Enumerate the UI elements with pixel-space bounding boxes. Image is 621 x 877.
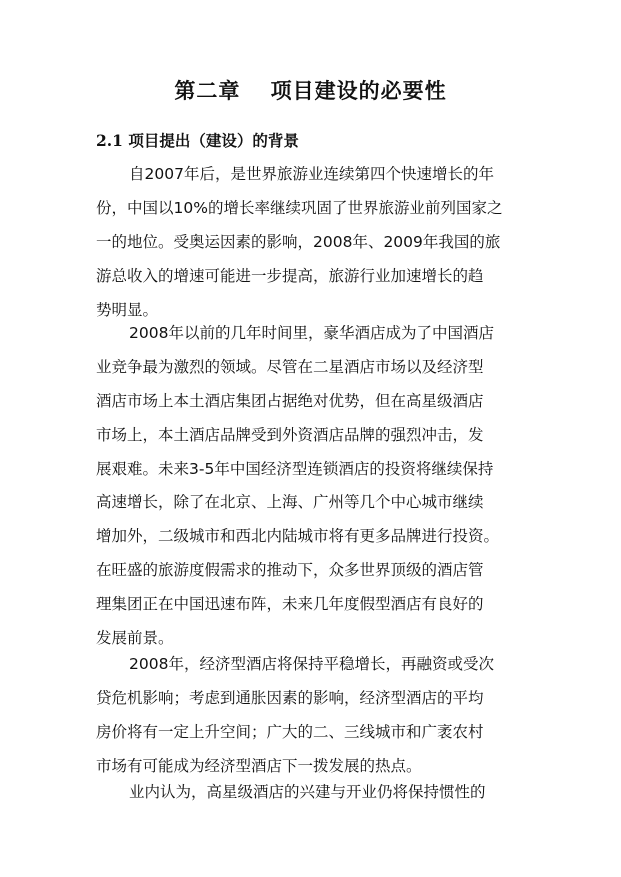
paragraph-4: [96, 776, 526, 810]
chapter-title: 第二章 项目建设的必要性: [174, 78, 447, 103]
paragraph-2: [96, 317, 526, 656]
paragraph-1: [96, 158, 526, 327]
paragraph-line: 高速增长，除了在北京、上海、广州等几个中心城市继续: [96, 493, 484, 512]
paragraph-3: [96, 648, 526, 784]
paragraph-line: 游总收入的增速可能进一步提高，旅游行业加速增长的趋: [96, 266, 484, 285]
paragraph-line: 在旺盛的旅游度假需求的推动下，众多世界顶级的酒店管: [96, 561, 484, 580]
paragraph-line: 一的地位。受奥运因素的影响，2008年、2009年我国的旅: [96, 232, 501, 251]
paragraph-line: 业竞争最为激烈的领域。尽管在二星酒店市场以及经济型: [96, 357, 484, 376]
paragraph-line: 发展前景。: [96, 629, 174, 648]
paragraph-line: 贷危机影响；考虑到通胀因素的影响，经济型酒店的平均: [96, 688, 484, 707]
paragraph-line: 理集团正在中国迅速布阵，未来几年度假型酒店有良好的: [96, 595, 484, 614]
paragraph-line: 房价将有一定上升空间；广大的二、三线城市和广袤农村: [96, 722, 484, 741]
paragraph-line: 展艰难。未来3-5年中国经济型连锁酒店的投资将继续保持: [96, 459, 494, 478]
paragraph-line: 份，中国以10%的增长率继续巩固了世界旅游业前列国家之: [96, 198, 503, 217]
paragraph-line: 2008年以前的几年时间里，豪华酒店成为了中国酒店: [129, 324, 494, 342]
paragraph-line: 业内认为，高星级酒店的兴建与开业仍将保持惯性的: [129, 783, 486, 801]
paragraph-line: 自2007年后，是世界旅游业连续第四个快速增长的年: [129, 165, 494, 183]
paragraph-line: 增加外，二级城市和西北内陆城市将有更多品牌进行投资。: [96, 527, 500, 546]
paragraph-line: 2008年，经济型酒店将保持平稳增长，再融资或受次: [129, 655, 494, 673]
paragraph-line: 市场上，本土酒店品牌受到外资酒店品牌的强烈冲击，发: [96, 425, 484, 444]
section-heading: 2.1 项目提出（建设）的背景: [96, 131, 299, 150]
paragraph-line: 酒店市场上本土酒店集团占据绝对优势，但在高星级酒店: [96, 391, 484, 410]
paragraph-line: 市场有可能成为经济型酒店下一拨发展的热点。: [96, 756, 422, 775]
paragraph-line: 势明显。: [96, 300, 159, 319]
